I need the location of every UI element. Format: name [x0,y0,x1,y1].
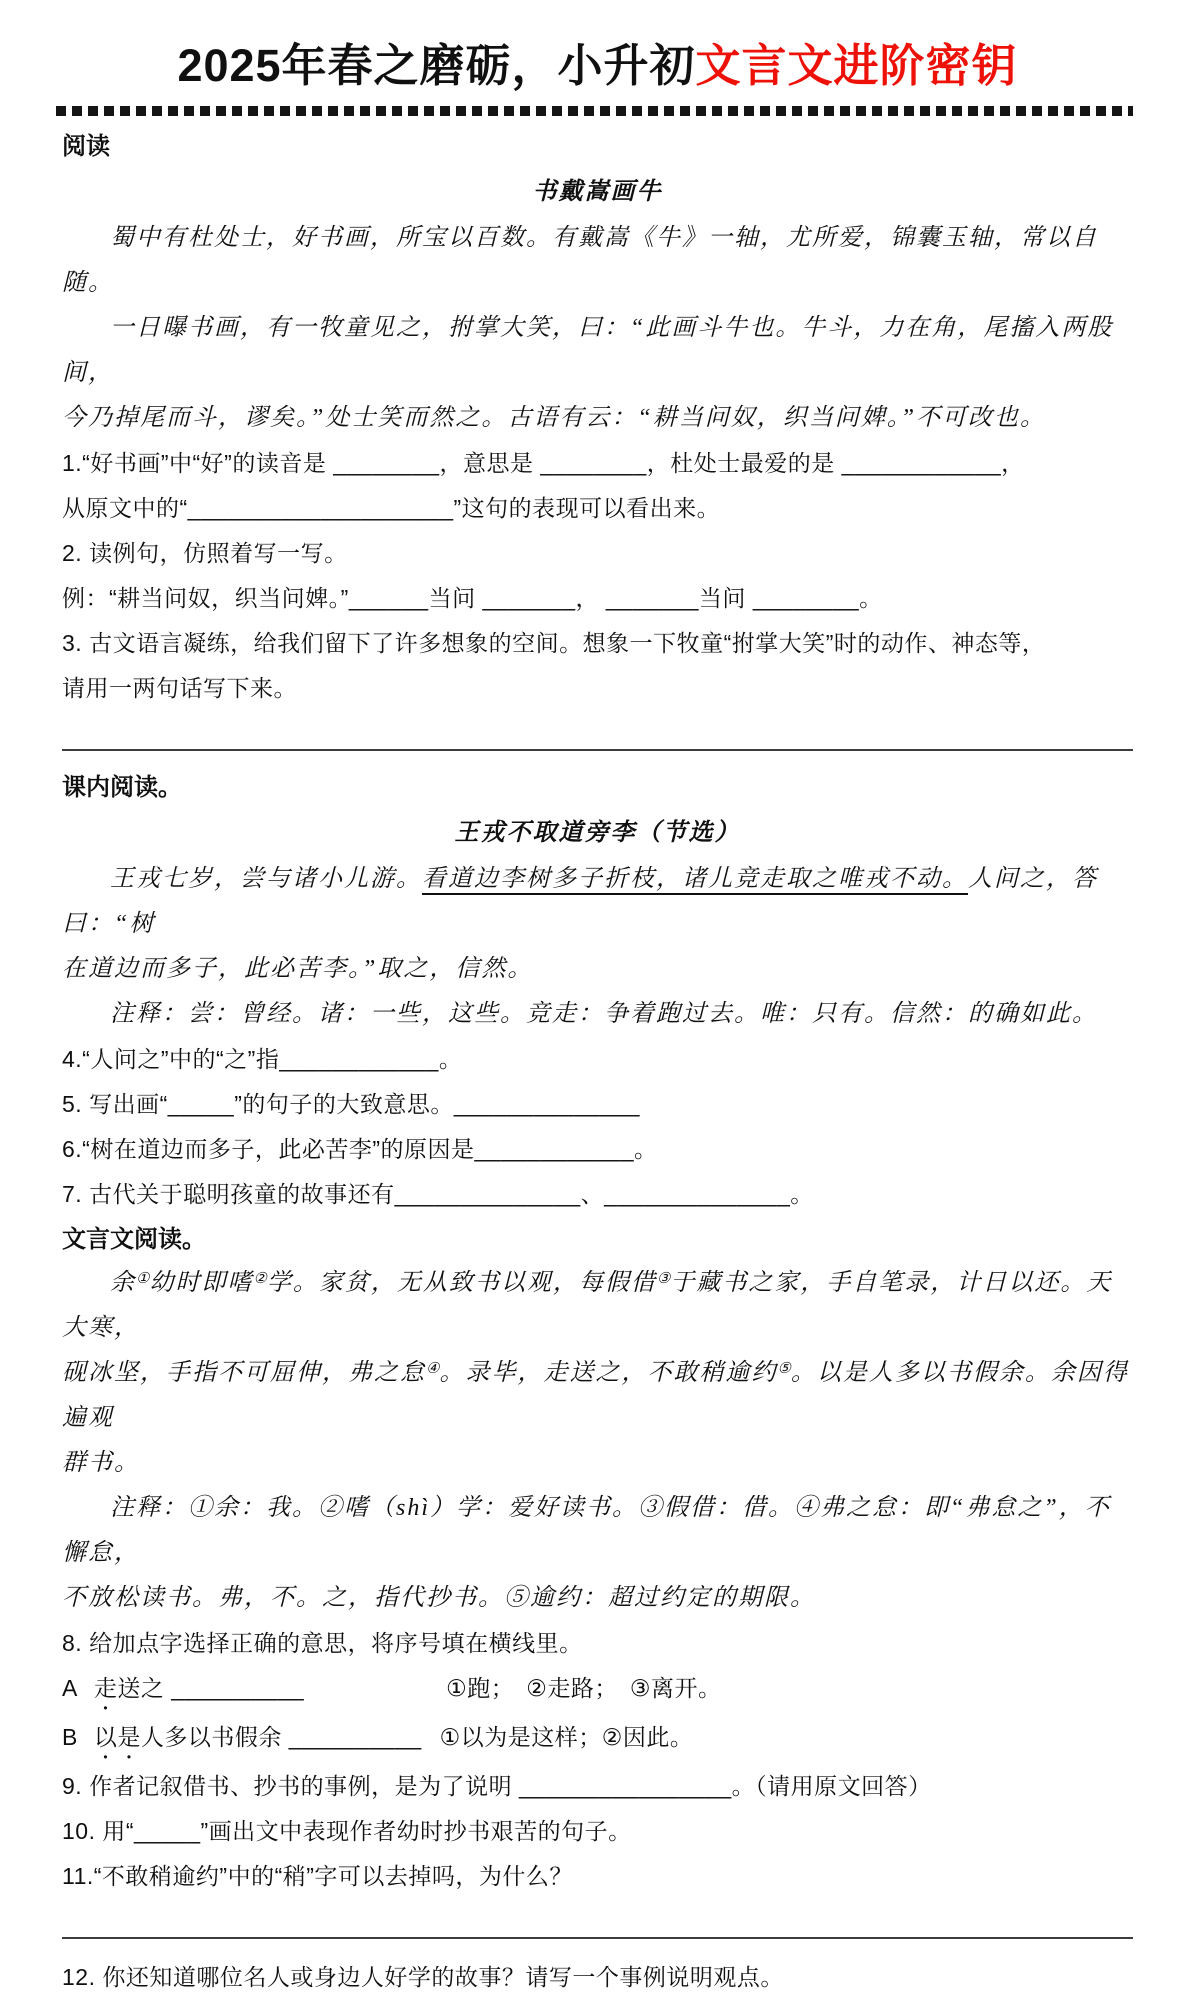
passage2-line-1 [62,857,1133,947]
question-8-option-b [62,1715,1133,1764]
passage2-underlined-sentence: 看道边李树多子折枝，诸儿竞走取之唯戎不动。 [422,866,968,892]
passage3-line-2 [62,1351,1133,1441]
option-b-label: B [62,1724,78,1750]
passage3-seg: 砚冰坚，手指不可屈伸，弗之怠 [62,1360,426,1386]
passage1-line-1: 蜀中有杜处士，好书画，所宝以百数。有戴嵩《牛》一轴，尤所爱，锦囊玉轴，常以自随。 [62,225,1098,296]
question-5: 5. 写出画“_____”的句子的大致意思。______________ [62,1091,640,1117]
page-title-red: 文言文进阶密钥 [695,40,1018,91]
passage2-text-pre: 王戎七岁，尝与诸小儿游。 [110,866,422,892]
passage1-line-2: 一日曝书画，有一牧童见之，拊掌大笑，曰：“此画斗牛也。牛斗，力在角，尾搐入两股间， [62,315,1114,386]
question-3-line-2: 请用一两句话写下来。 [62,675,297,701]
question-8-option-a [62,1666,1133,1715]
question-2-example: 例：“耕当问奴，织当问婢。”______当问 _______， _______当问 ________。 [62,585,883,611]
passage2-text-post: 人问之，答曰：“树 [62,866,1098,937]
option-b-text: 人多以书假余 [140,1724,289,1750]
option-a-label: A [62,1675,78,1701]
passage3-seg: 余 [110,1270,136,1296]
section3-heading: 文言文阅读。 [62,1226,206,1253]
section-reading-3 [62,1219,1133,2000]
section-reading-1 [62,126,1133,751]
option-a-text: 送之 [117,1675,172,1701]
question-6: 6.“树在道边而多子，此必苦李”的原因是____________。 [62,1136,658,1162]
question-1-line-1: 1.“好书画”中“好”的读音是 ________，意思是 ________，杜处士最爱的是 ____________， [62,450,1025,476]
answer-writing-line-1 [62,749,1133,751]
question-1-line-2: 从原文中的“____________________”这句的表现可以看出来。 [62,495,721,521]
passage2-notes: 注释：尝：曾经。诸：一些，这些。竞走：争着跑过去。唯：只有。信然：的确如此。 [110,1001,1098,1027]
passage3-seg: 。以是人多以书假余。余因得遍观 [62,1360,1129,1431]
passage2-title: 王戎不取道旁李（节选） [454,820,741,846]
passage3-seg: 于藏书之家，手自笔录，计日以还。天大寒， [62,1270,1113,1341]
passage3-line-3: 群书。 [62,1450,140,1476]
question-4: 4.“人问之”中的“之”指____________。 [62,1046,463,1072]
section2-heading: 课内阅读。 [62,774,182,801]
page-title [62,40,1133,92]
option-b-choices: ①以为是这样；②因此。 [439,1724,694,1750]
footnote-marker-4: ④ [426,1361,440,1377]
option-a-blank: __________ [171,1675,305,1701]
passage3-notes-line-1: 注释：①余：我。②嗜（shì）学：爱好读书。③假借：借。④弗之怠：即“弗怠之”，不懈怠， [62,1495,1111,1566]
passage3-seg: 幼时即嗜 [149,1270,254,1296]
passage3-notes-line-2: 不放松读书。弗，不。之，指代抄书。⑤逾约：超过约定的期限。 [62,1585,816,1611]
option-a-dotted-char: 走 [93,1675,118,1701]
question-7: 7. 古代关于聪明孩童的故事还有______________、______________。 [62,1181,814,1207]
passage3-seg: 。录毕，走送之，不敢稍逾约 [439,1360,778,1386]
footnote-marker-3: ③ [656,1271,671,1287]
passage3-line-1 [62,1261,1133,1351]
footnote-marker-1: ① [136,1271,150,1287]
page-title-black: 2025年春之磨砺，小升初 [177,40,696,91]
question-9: 9. 作者记叙借书、抄书的事例，是为了说明 ________________。（请用原文回答） [62,1773,932,1799]
footnote-marker-5: ⑤ [777,1361,791,1377]
footnote-marker-2: ② [253,1271,267,1287]
passage3-seg: 学。家贫，无从致书以观，每假借 [266,1270,657,1296]
passage2-line-2: 在道边而多子，此必苦李。”取之，信然。 [62,956,534,982]
question-2: 2. 读例句，仿照着写一写。 [62,540,348,566]
passage1-line-3: 今乃掉尾而斗，谬矣。”处士笑而然之。古语有云：“耕当问奴，织当问婢。”不可改也。 [62,405,1047,431]
question-10: 10. 用“_____”画出文中表现作者幼时抄书艰苦的句子。 [62,1818,632,1844]
dotted-divider [56,106,1133,116]
question-8: 8. 给加点字选择正确的意思，将序号填在横线里。 [62,1630,583,1656]
option-b-dotted-chars: 以是 [93,1724,141,1750]
passage1-title: 书戴嵩画牛 [532,179,663,205]
section1-heading: 阅读 [62,133,110,160]
answer-writing-line-2 [62,1937,1133,1939]
question-3-line-1: 3. 古文语言凝练，给我们留下了许多想象的空间。想象一下牧童“拊掌大笑”时的动作、神态等， [62,630,1046,656]
option-b-blank: __________ [288,1724,422,1750]
option-a-choices: ①跑； ②走路； ③离开。 [446,1675,722,1701]
section-reading-2 [62,767,1133,1217]
question-11: 11.“不敢稍逾约”中的“稍”字可以去掉吗，为什么？ [62,1863,573,1889]
question-12: 12. 你还知道哪位名人或身边人好学的故事？请写一个事例说明观点。 [62,1964,784,1990]
